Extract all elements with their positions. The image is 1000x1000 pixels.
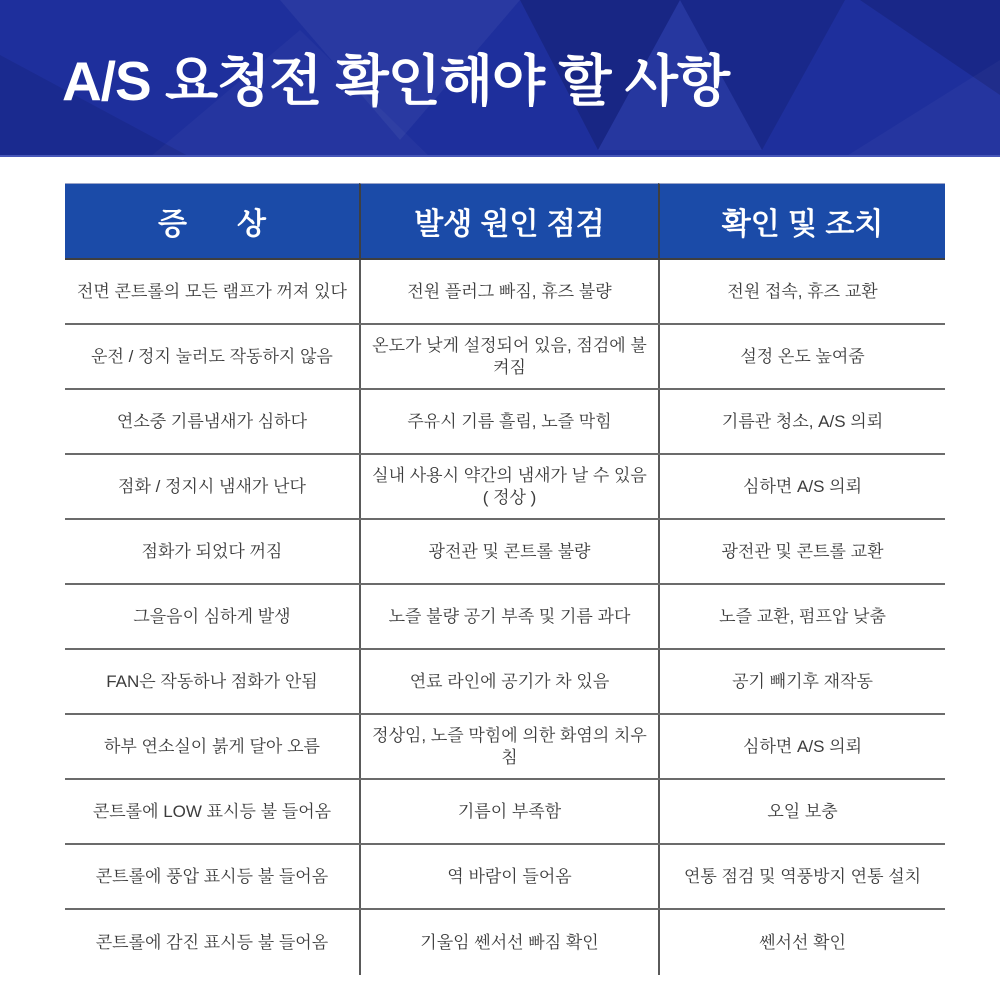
header-cell-cause: 발생 원인 점검: [359, 183, 658, 258]
cell-cause: 노즐 불량 공기 부족 및 기름 과다: [359, 585, 658, 648]
table-row: [65, 390, 945, 455]
cell-symptom: 콘트롤에 풍압 표시등 불 들어옴: [95, 866, 329, 886]
cell-action: 기름관 청소, A/S 의뢰: [658, 390, 945, 453]
table-row: [65, 260, 945, 325]
cell-action: 노즐 교환, 펌프압 낮춤: [658, 585, 945, 648]
table-row: [65, 455, 945, 520]
cell-symptom: 그을음이 심하게 발생: [133, 606, 291, 626]
cell-symptom: FAN은 작동하나 점화가 안됨: [106, 671, 318, 691]
table-header-row: [65, 183, 945, 260]
cell-cause: 기울임 쎈서선 빠짐 확인: [359, 910, 658, 975]
cell-cause: 연료 라인에 공기가 차 있음: [359, 650, 658, 713]
cell-cause: 정상임, 노즐 막힘에 의한 화염의 치우침: [359, 715, 658, 778]
table-row: [65, 585, 945, 650]
cell-action: 심하면 A/S 의뢰: [658, 455, 945, 518]
table-row: [65, 910, 945, 975]
cell-cause: 기름이 부족함: [359, 780, 658, 843]
cell-action: 설정 온도 높여줌: [658, 325, 945, 388]
cell-symptom: 점화 / 정지시 냄새가 난다: [118, 476, 306, 496]
cell-cause: 온도가 낮게 설정되어 있음, 점검에 불켜짐: [359, 325, 658, 388]
cell-action: 광전관 및 콘트롤 교환: [658, 520, 945, 583]
table-row: [65, 715, 945, 780]
table-row: [65, 845, 945, 910]
cell-symptom: 콘트롤에 감진 표시등 불 들어옴: [95, 932, 329, 952]
table-row: [65, 650, 945, 715]
table-row: [65, 520, 945, 585]
cell-symptom: 점화가 되었다 꺼짐: [141, 541, 283, 561]
title-banner: [0, 0, 1000, 157]
cell-cause: 전원 플러그 빠짐, 휴즈 불량: [359, 260, 658, 323]
cell-action: 전원 접속, 휴즈 교환: [658, 260, 945, 323]
cell-symptom: 콘트롤에 LOW 표시등 불 들어옴: [92, 801, 332, 821]
cell-symptom: 운전 / 정지 눌러도 작동하지 않음: [91, 346, 333, 366]
cell-action: 연통 점검 및 역풍방지 연통 설치: [658, 845, 945, 908]
cell-cause: 역 바람이 들어옴: [359, 845, 658, 908]
cell-symptom: 전면 콘트롤의 모든 램프가 꺼져 있다: [76, 281, 347, 301]
cell-action: 공기 빼기후 재작동: [658, 650, 945, 713]
cell-cause: 주유시 기름 흘림, 노즐 막힘: [359, 390, 658, 453]
header-cell-action: 확인 및 조치: [658, 183, 945, 258]
cell-cause: 실내 사용시 약간의 냄새가 날 수 있음 ( 정상 ): [359, 455, 658, 518]
table-row: [65, 325, 945, 390]
cell-cause: 광전관 및 콘트롤 불량: [359, 520, 658, 583]
cell-action: 심하면 A/S 의뢰: [658, 715, 945, 778]
header-cell-symptom: 증 상: [65, 183, 359, 258]
cell-symptom: 하부 연소실이 붉게 달아 오름: [103, 736, 320, 756]
page-title: A/S 요청전 확인해야 할 사항: [62, 49, 730, 112]
as-check-table: [65, 183, 945, 975]
cell-action: 오일 보충: [658, 780, 945, 843]
cell-symptom: 연소중 기름냄새가 심하다: [116, 411, 307, 431]
cell-action: 쎈서선 확인: [658, 910, 945, 975]
table-row: [65, 780, 945, 845]
